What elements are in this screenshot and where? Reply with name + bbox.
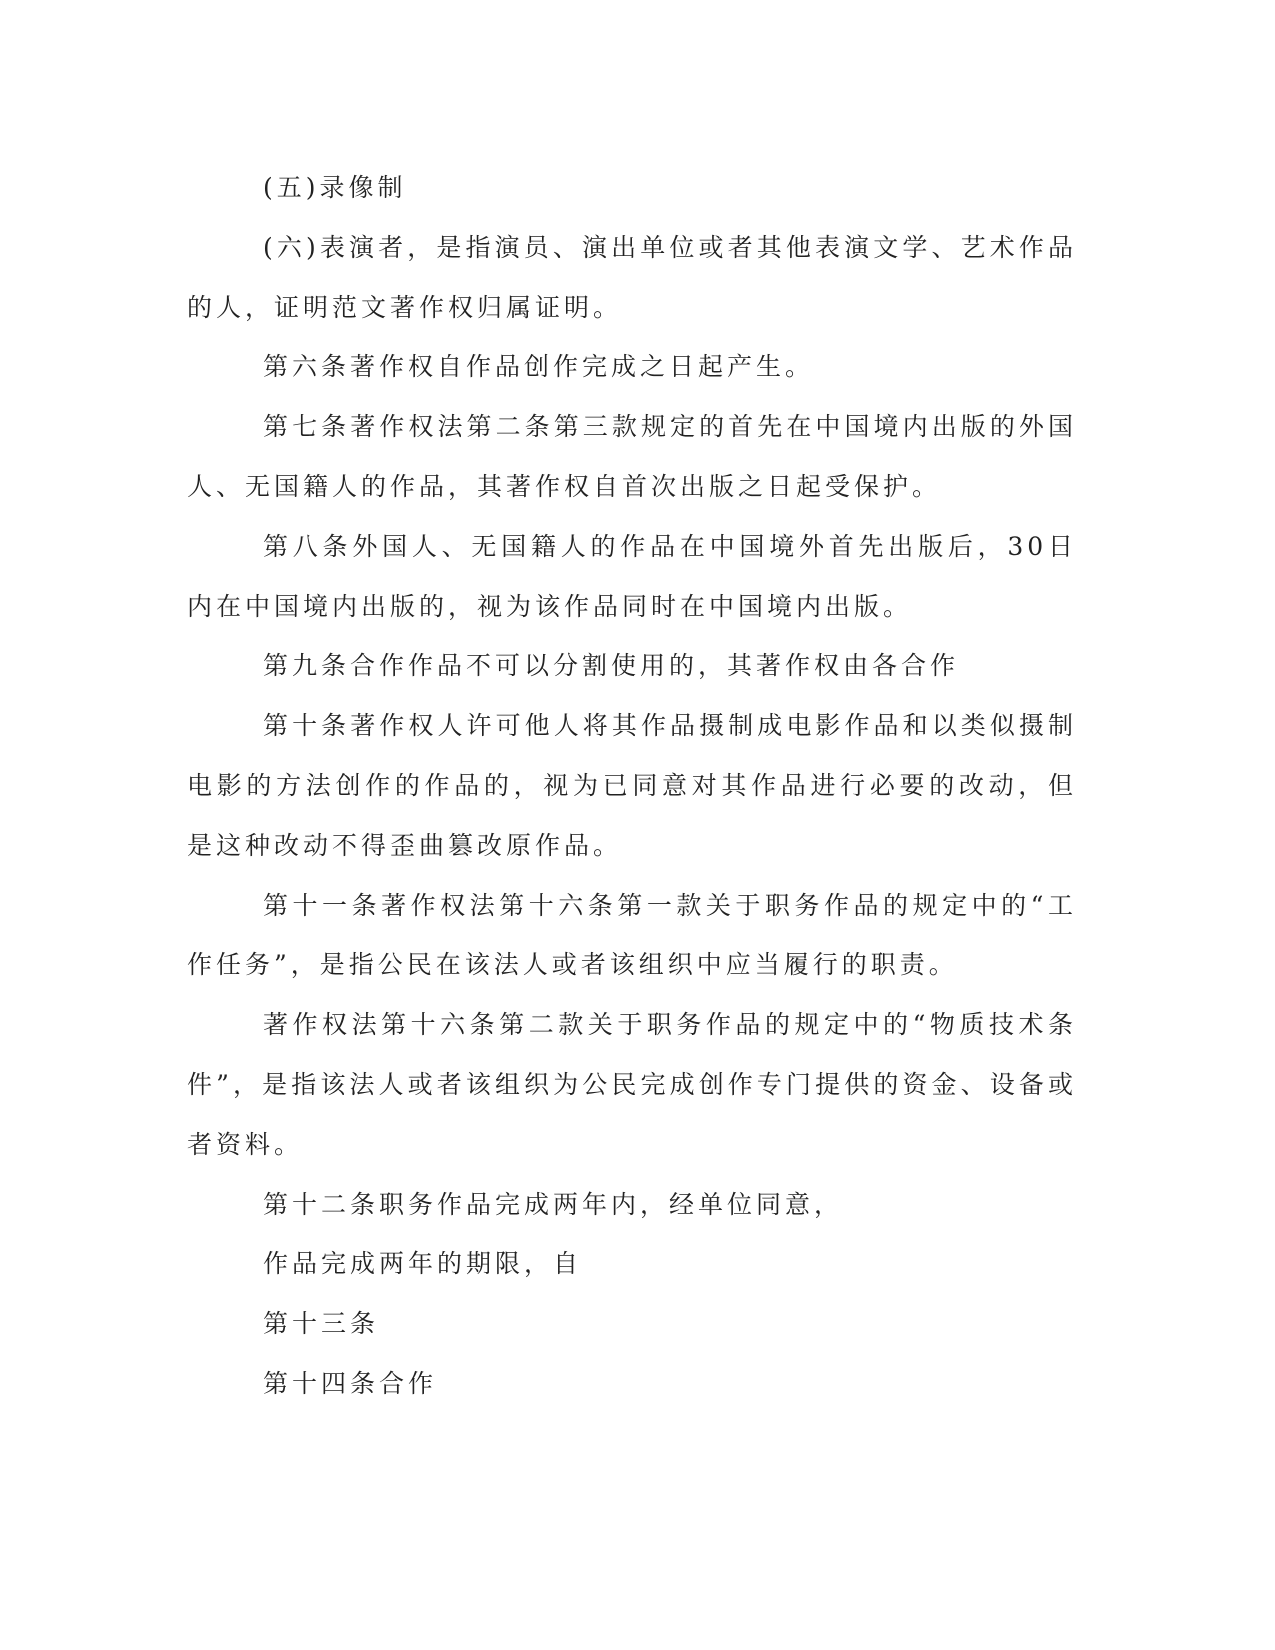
paragraph-article-8: 第八条外国人、无国籍人的作品在中国境外首先出版后，30日内在中国境内出版的，视为该作品同时在中国境内出版。: [187, 531, 1077, 621]
paragraph-two-year-period: 作品完成两年的期限，自: [263, 1249, 583, 1279]
paragraph-article-9: 第九条合作作品不可以分割使用的，其著作权由各合作: [263, 651, 960, 681]
paragraph-article-6: 第六条著作权自作品创作完成之日起产生。: [263, 352, 815, 382]
paragraph-article-11: 第十一条著作权法第十六条第一款关于职务作品的规定中的“工作任务”，是指公民在该法人或者该组织中应当履行的职责。: [187, 890, 1077, 980]
paragraph-item-5-video-recording: (五)录像制: [263, 173, 407, 202]
paragraph-material-conditions: 著作权法第十六条第二款关于职务作品的规定中的“物质技术条件”，是指该法人或者该组织为公民完成创作专门提供的资金、设备或者资料。: [187, 1010, 1077, 1159]
paragraph-article-12: 第十二条职务作品完成两年内，经单位同意，: [263, 1189, 844, 1219]
paragraph-article-10: 第十条著作权人许可他人将其作品摄制成电影作品和以类似摄制电影的方法创作的作品的，视为已同意对其作品进行必要的改动，但是这种改动不得歪曲篡改原作品。: [187, 711, 1077, 860]
paragraph-article-7: 第七条著作权法第二条第三款规定的首先在中国境内出版的外国人、无国籍人的作品，其著作权自首次出版之日起受保护。: [187, 412, 1077, 501]
document-body: [187, 158, 1077, 1414]
paragraph-item-6-performer: (六)表演者，是指演员、演出单位或者其他表演文学、艺术作品的人，证明范文著作权归属证明。: [187, 232, 1077, 322]
paragraph-article-14: 第十四条合作: [263, 1368, 438, 1398]
paragraph-article-13: 第十三条: [263, 1309, 380, 1339]
